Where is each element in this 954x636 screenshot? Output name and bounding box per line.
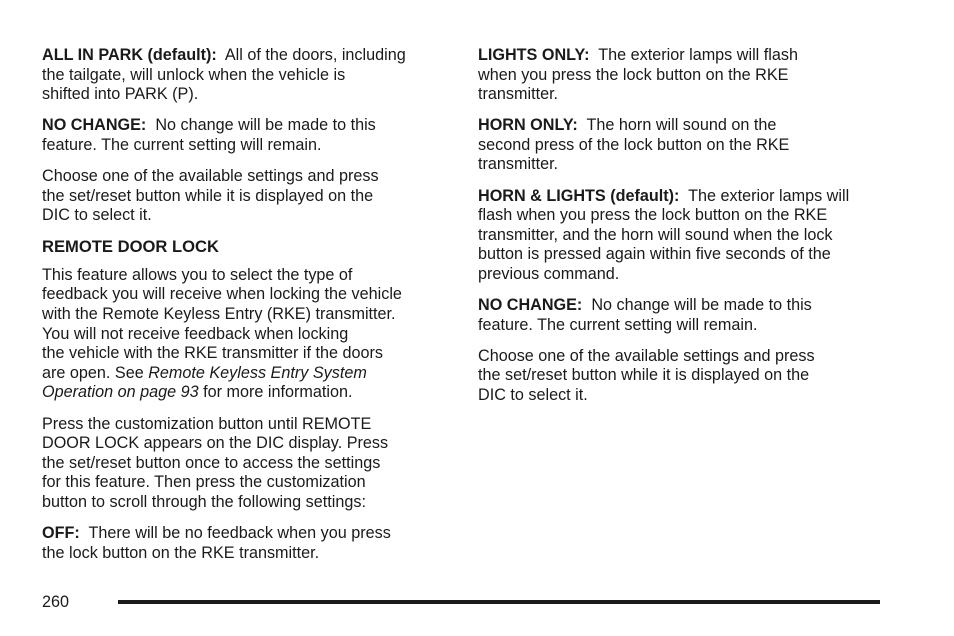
text-line: You will not receive feedback when locking bbox=[42, 324, 349, 343]
lights-only-label: LIGHTS ONLY: bbox=[478, 46, 590, 64]
horn-only-label: HORN ONLY: bbox=[478, 116, 578, 135]
text-line: No change will be made to this bbox=[155, 116, 376, 135]
text-line: feature. The current setting will remain. bbox=[478, 315, 758, 334]
text-line: button is pressed again within five seconds of the bbox=[478, 245, 831, 264]
text-line: transmitter. bbox=[478, 155, 559, 174]
all-in-park-paragraph bbox=[42, 46, 450, 105]
text-line: previous command. bbox=[478, 264, 620, 283]
text-line: the set/reset button while it is displayed on the bbox=[42, 186, 374, 205]
text-line: button to scroll through the following settings: bbox=[42, 492, 366, 511]
all-in-park-label: ALL IN PARK (default): bbox=[42, 46, 217, 64]
text-line: DIC to select it. bbox=[42, 206, 152, 225]
text-line: the tailgate, will unlock when the vehicle is bbox=[42, 65, 346, 84]
text-line: feature. The current setting will remain. bbox=[42, 135, 322, 154]
no-change-paragraph bbox=[478, 296, 886, 335]
remote-door-lock-heading: REMOTE DOOR LOCK bbox=[42, 237, 219, 257]
cross-reference[interactable]: Remote Keyless Entry System bbox=[148, 363, 367, 382]
off-label: OFF: bbox=[42, 523, 80, 542]
text-line: transmitter, and the horn will sound when the lock bbox=[478, 225, 833, 244]
no-change-paragraph bbox=[42, 116, 450, 155]
no-change-label: NO CHANGE: bbox=[478, 296, 583, 315]
text-line: the lock button on the RKE transmitter. bbox=[42, 543, 320, 562]
text-line: the set/reset button once to access the settings bbox=[42, 453, 381, 472]
off-paragraph bbox=[42, 524, 450, 563]
text-line: the vehicle with the RKE transmitter if the doors bbox=[42, 344, 383, 363]
text-line: The exterior lamps will bbox=[688, 186, 850, 205]
horn-and-lights-label: HORN & LIGHTS (default): bbox=[478, 186, 680, 205]
text-line: when you press the lock button on the RKE bbox=[478, 65, 789, 84]
text-line: flash when you press the lock button on the RKE bbox=[478, 206, 828, 225]
right-column bbox=[478, 46, 886, 417]
text-line: All of the doors, including bbox=[224, 46, 406, 64]
footer-rule bbox=[118, 600, 880, 604]
text-line: are open. See bbox=[42, 363, 144, 382]
text-line: DOOR LOCK appears on the DIC display. Press bbox=[42, 434, 389, 453]
lights-only-paragraph bbox=[478, 46, 886, 105]
text-line: transmitter. bbox=[478, 85, 559, 104]
text-line: No change will be made to this bbox=[591, 296, 812, 315]
no-change-label: NO CHANGE: bbox=[42, 116, 147, 135]
choose-paragraph bbox=[42, 167, 450, 226]
text-line: the set/reset button while it is displayed on the bbox=[478, 366, 810, 385]
text-line: The exterior lamps will flash bbox=[598, 46, 798, 64]
text-line: shifted into PARK (P). bbox=[42, 85, 199, 104]
text-line: The horn will sound on the bbox=[586, 116, 777, 135]
horn-and-lights-paragraph bbox=[478, 187, 886, 285]
left-column bbox=[42, 46, 450, 575]
text-line: This feature allows you to select the type of bbox=[42, 265, 353, 284]
text-line: Press the customization button until REMOTE bbox=[42, 414, 372, 433]
press-paragraph bbox=[42, 415, 450, 513]
text-line: There will be no feedback when you press bbox=[88, 523, 391, 542]
page-number: 260 bbox=[42, 593, 70, 611]
text-line: for this feature. Then press the customization bbox=[42, 473, 366, 492]
choose-paragraph bbox=[478, 347, 886, 406]
feature-paragraph bbox=[42, 266, 450, 403]
text-line: second press of the lock button on the RKE bbox=[478, 135, 790, 154]
text-line: DIC to select it. bbox=[478, 385, 588, 404]
text-line: for more information. bbox=[203, 383, 353, 402]
text-line: Choose one of the available settings and press bbox=[42, 166, 379, 185]
text-line: feedback you will receive when locking the vehicle bbox=[42, 285, 402, 304]
text-line: Choose one of the available settings and press bbox=[478, 346, 815, 365]
horn-only-paragraph bbox=[478, 116, 886, 175]
text-line: with the Remote Keyless Entry (RKE) transmitter. bbox=[42, 305, 396, 324]
cross-reference-page[interactable]: Operation on page 93 bbox=[42, 383, 199, 402]
